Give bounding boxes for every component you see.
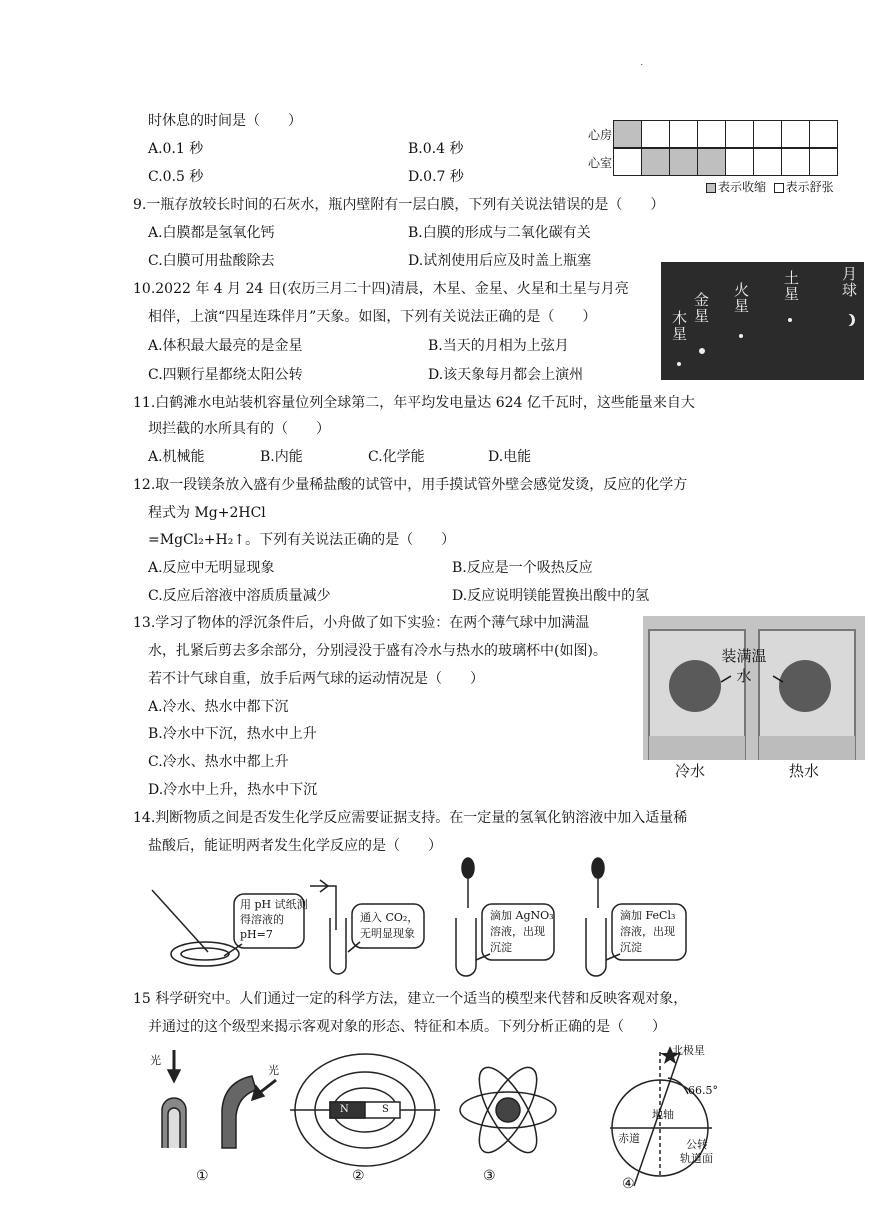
q11-stem-line1: 11.白鹤滩水电站装机容量位列全球第二，年平均发电量达 624 亿千瓦时，这些能量来自大 [133, 395, 695, 411]
q12-stem-line2: 程式为 Mg+2HCl [148, 505, 266, 521]
exp-a-line3: pH=7 [240, 928, 273, 941]
light-label-2: 光 [268, 1064, 279, 1077]
jupiter-dot [677, 362, 681, 366]
ventricle-label: 心室 [587, 155, 612, 170]
saturn-dot [788, 318, 792, 322]
atrium-cell-3 [669, 120, 698, 148]
light-label-1: 光 [150, 1054, 161, 1067]
q13-stem-line1: 13.学习了物体的浮沉条件后，小舟做了如下实验：在两个薄气球中加满温 [133, 615, 590, 631]
q8-option-d: D.0.7 秒 [408, 169, 464, 185]
q12-option-b: B.反应是一个吸热反应 [452, 560, 593, 576]
ventricle-cell-2 [641, 148, 670, 176]
balloon-photo [643, 616, 865, 782]
q12-stem-line1: 12.取一段镁条放入盛有少量稀盐酸的试管中，用手摸试管外壁会感觉发烫，反应的化学方 [133, 477, 688, 493]
models-svg [140, 1038, 730, 1198]
warm-water-label: 装满温水 [721, 647, 767, 685]
q8-option-c: C.0.5 秒 [148, 169, 204, 185]
exp-a-line2: 得溶液的 [240, 913, 284, 926]
model-num-3: ③ [483, 1168, 496, 1184]
saturn-label: 土星 [782, 270, 800, 302]
q9-option-a: A.白膜都是氢氧化钙 [148, 225, 275, 241]
q12-option-d: D.反应说明镁能置换出酸中的氢 [452, 588, 650, 604]
orbit-label-2: 轨道面 [680, 1152, 713, 1165]
jupiter-label: 木星 [670, 310, 688, 342]
heart-legend [706, 178, 834, 195]
exp-d-line2: 溶液，出现 [620, 925, 675, 938]
atrium-cell-7 [781, 120, 810, 148]
atrium-cell-5 [725, 120, 754, 148]
polaris-label: 北极星 [672, 1044, 705, 1057]
q9-option-c: C.白膜可用盐酸除去 [148, 253, 275, 269]
exp-a-text [240, 897, 308, 942]
ventricle-cell-1 [613, 148, 642, 176]
q13-option-b: B.冷水中下沉，热水中上升 [148, 726, 317, 742]
balloon-photo-svg [643, 616, 865, 782]
q13-stem-line3: 若不计气球自重，放手后两气球的运动情况是（ ） [148, 671, 484, 687]
atrium-cell-1 [613, 120, 642, 148]
q10-option-a: A.体积最大最亮的是金星 [148, 338, 303, 354]
q12-option-c: C.反应后溶液中溶质质量减少 [148, 588, 331, 604]
atrium-cell-4 [697, 120, 726, 148]
magnet-n-label: N [340, 1104, 349, 1115]
q12-option-a: A.反应中无明显现象 [148, 560, 275, 576]
exp-b-line1: 通入 CO₂， [360, 911, 419, 924]
ventricle-cell-4 [697, 148, 726, 176]
header-dot: . [640, 58, 643, 67]
moon-crescent [842, 314, 852, 326]
q13-stem-line2: 水，扎紧后剪去多余部分，分别浸没于盛有冷水与热水的玻璃杯中(如图)。 [148, 643, 607, 659]
q8-stem: 时休息的时间是（ ） [148, 113, 302, 129]
legend-relax: 表示舒张 [785, 180, 834, 194]
contract-swatch [706, 183, 716, 193]
q13-option-a: A.冷水、热水中都下沉 [148, 699, 289, 715]
experiment-figures [150, 856, 750, 978]
q15-stem-line2: 并通过的这个级型来揭示客观对象的形态、特征和本质。下列分析正确的是（ ） [148, 1019, 666, 1035]
model-figures [140, 1038, 730, 1198]
exp-c-text [490, 908, 554, 956]
q11-option-c: C.化学能 [368, 449, 425, 465]
atrium-cell-8 [809, 120, 838, 148]
axis-label: 地轴 [652, 1108, 674, 1121]
q10-option-c: C.四颗行星都绕太阳公转 [148, 367, 303, 383]
model-num-2: ② [352, 1168, 365, 1184]
atrium-label: 心房 [587, 127, 612, 142]
exp-b-text [360, 910, 418, 942]
atrium-row [580, 120, 838, 148]
relax-swatch [774, 183, 784, 193]
ventricle-cell-5 [725, 148, 754, 176]
q11-stem-line2: 坝拦截的水所具有的（ ） [148, 421, 330, 437]
venus-dot [699, 348, 705, 354]
q11-option-a: A.机械能 [148, 449, 205, 465]
q11-option-b: B.内能 [260, 449, 303, 465]
exp-a-line1: 用 pH 试纸测 [240, 898, 308, 911]
exp-d-text [620, 908, 675, 956]
hot-water-label: 热水 [789, 762, 820, 780]
ventricle-cell-3 [669, 148, 698, 176]
q15-stem-line1: 15 科学研究中。人们通过一定的科学方法，建立一个适当的模型来代替和反映客观对象， [133, 991, 688, 1007]
q13-option-c: C.冷水、热水中都上升 [148, 754, 289, 770]
q10-stem-line1: 10.2022 年 4 月 24 日(农历三月二十四)清晨，木星、金星、火星和土星与月亮 [133, 281, 629, 297]
ventricle-row [580, 148, 838, 176]
q10-stem-line2: 相伴，上演“四星连珠伴月”天象。如图，下列有关说法正确的是（ ） [148, 309, 597, 325]
model-num-1: ① [196, 1168, 209, 1184]
angle-label: 66.5° [688, 1084, 718, 1097]
exp-c-line1: 滴加 AgNO₃ [490, 909, 554, 922]
mars-label: 火星 [732, 282, 750, 314]
q9-stem: 9.一瓶存放较长时间的石灰水，瓶内壁附有一层白膜，下列有关说法错误的是（ ） [133, 197, 665, 213]
q8-option-b: B.0.4 秒 [408, 141, 464, 157]
legend-contract: 表示收缩 [718, 180, 767, 194]
equator-label: 赤道 [618, 1132, 640, 1145]
planets-photo [661, 262, 864, 380]
model-num-4: ④ [622, 1176, 635, 1192]
exp-c-line2: 溶液，出现 [490, 925, 545, 938]
q12-stem-line3: =MgCl₂+H₂↑。下列有关说法正确的是（ ） [148, 532, 456, 548]
heart-cycle-table [580, 120, 838, 176]
q13-option-d: D.冷水中上升，热水中下沉 [148, 782, 318, 798]
moon-label: 月球 [840, 266, 858, 298]
orbit-label-1: 公转 [686, 1138, 708, 1151]
q9-option-b: B.白膜的形成与二氧化碳有关 [408, 225, 591, 241]
atrium-cell-2 [641, 120, 670, 148]
exp-d-line3: 沉淀 [620, 941, 642, 954]
venus-label: 金星 [692, 292, 710, 324]
q10-option-d: D.该天象每月都会上演州 [428, 367, 584, 383]
atrium-cell-6 [753, 120, 782, 148]
exp-b-line2: 无明显现象 [360, 927, 415, 940]
ventricle-cell-7 [781, 148, 810, 176]
mars-dot [739, 334, 743, 338]
cold-water-label: 冷水 [675, 762, 706, 780]
exp-c-line3: 沉淀 [490, 941, 512, 954]
exp-d-line1: 滴加 FeCl₃ [620, 909, 676, 922]
q14-stem-line2: 盐酸后，能证明两者发生化学反应的是（ ） [148, 838, 442, 854]
q8-option-a: A.0.1 秒 [148, 141, 204, 157]
magnet-s-label: S [382, 1104, 389, 1115]
ventricle-cell-8 [809, 148, 838, 176]
q10-option-b: B.当天的月相为上弦月 [428, 338, 569, 354]
ventricle-cell-6 [753, 148, 782, 176]
q14-stem-line1: 14.判断物质之间是否发生化学反应需要证据支持。在一定量的氢氧化钠溶液中加入适量稀 [133, 810, 688, 826]
q9-option-d: D.试剂使用后应及时盖上瓶塞 [408, 253, 592, 269]
q11-option-d: D.电能 [488, 449, 532, 465]
